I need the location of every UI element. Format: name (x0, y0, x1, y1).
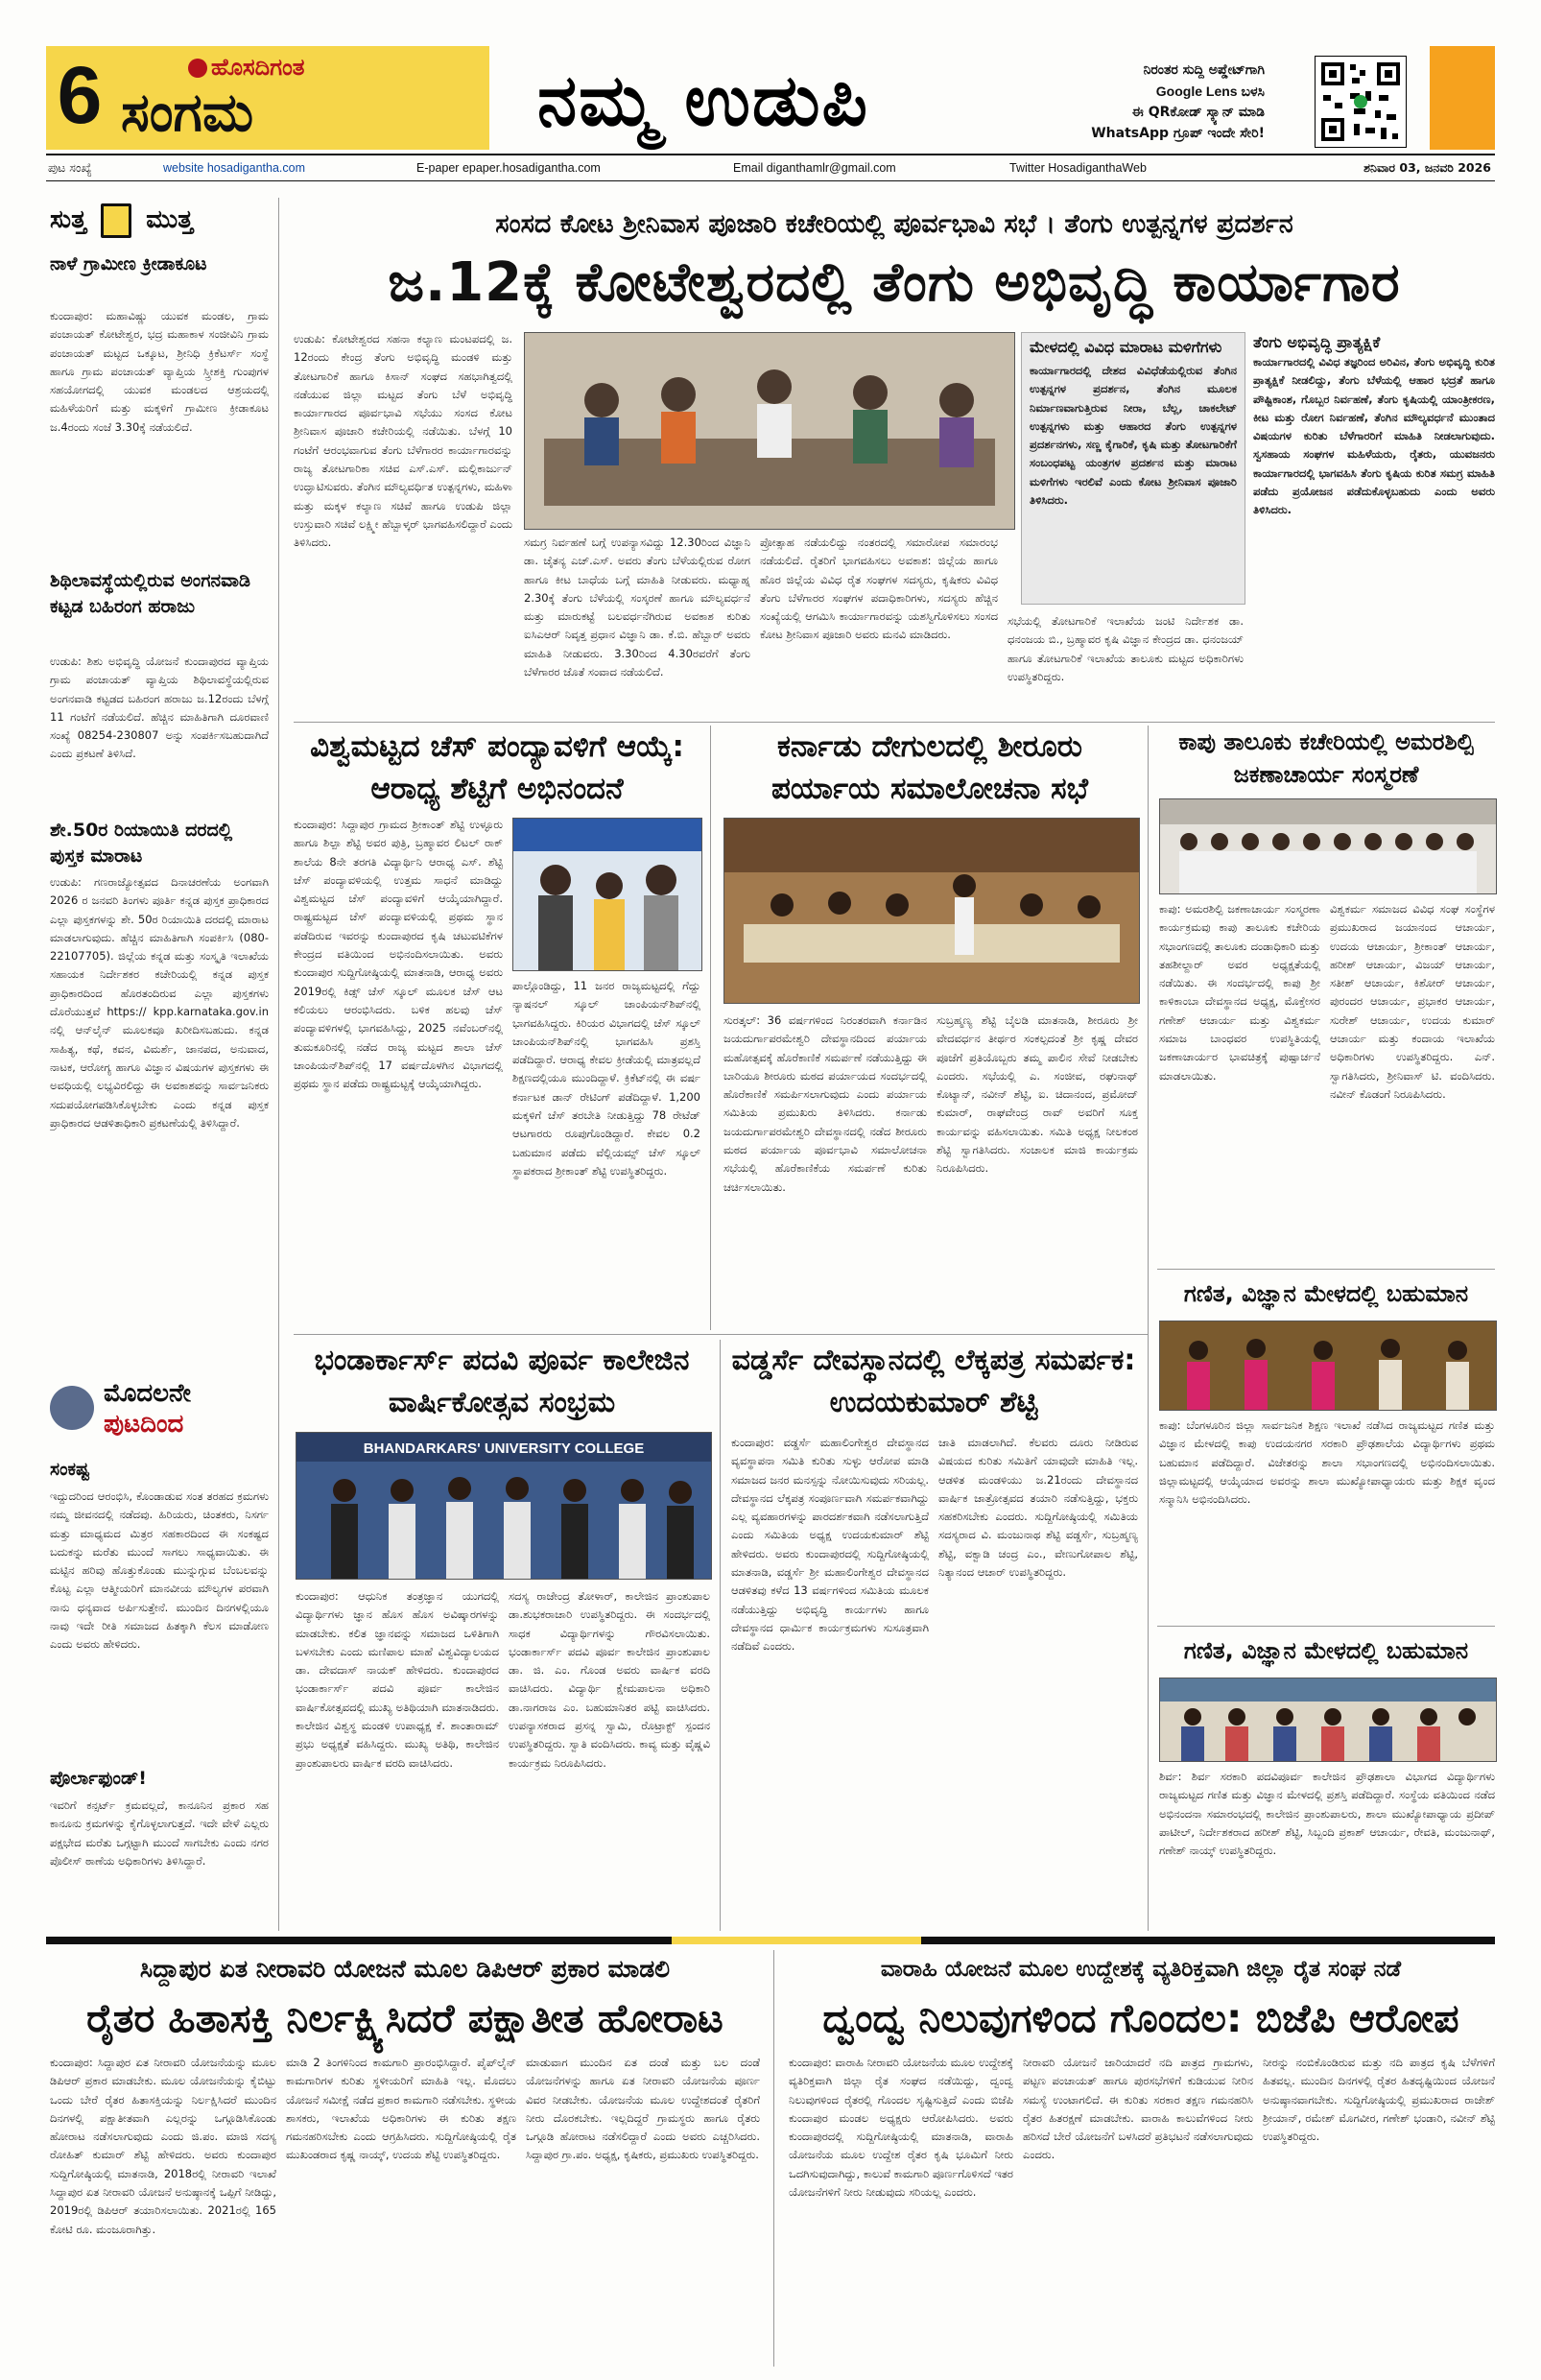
left-column-rule (278, 198, 279, 1931)
left-news-2-title: ಶಿಥಿಲಾವಸ್ಥೆಯಲ್ಲಿರುವ ಅಂಗನವಾಡಿ ಕಟ್ಟಡ ಬಹಿರಂಗ ಹರಾಜು (50, 570, 250, 617)
siddapura-body-col-3: ಮಾಡುವಾಗ ಮುಂದಿನ ಏತ ದಂಡೆ ಮತ್ತು ಬಲ ದಂಡೆ ಯೋಜನೆಗಳನ್ನು ಹಾಗೂ ಏತ ನೀರಾವರಿ ಯೋಜನೆಯ ಪೂರ್ಣ ವಿವರ ನೀಡಬೇಕು. ಯೋಜನೆಯ ಮೂಲ ಉದ್ದೇಶದಂತೆ ರೈತರಿಗೆ ನೀರು ದೊರಕಬೇಕು. ಇಲ್ಲದಿದ್ದರೆ ಗ್ರಾಮಸ್ಥರು ಹಾಗೂ ರೈತರು ಒಗ್ಗೂಡಿ ಹೋರಾಟ ನಡೆಸಲಿದ್ದಾರೆ ಎಂದು ಅವರು ಎಚ್ಚರಿಸಿದರು. ಸಿದ್ದಾಪುರ ಗ್ರಾ.ಪಂ. ಅಧ್ಯಕ್ಷ, ಕೃಷಿಕರು, ಪ್ರಮುಖರು ಉಪಸ್ಥಿತರಿದ್ದರು. (526, 2056, 760, 2162)
kapu-body-col-2: ವಿಶ್ವಕರ್ಮ ಸಮಾಜದ ವಿವಿಧ ಸಂಘ ಸಂಸ್ಥೆಗಳ ಪ್ರಮುಖರಾದ ಜಯಾನಂದ ಆಚಾರ್ಯ, ಉದಯ ಆಚಾರ್ಯ, ಶ್ರೀಕಾಂತ್ ಆಚಾರ್ಯ, ಹರೀಶ್ ಆಚಾರ್ಯ, ವಿಜಯ್ ಆಚಾರ್ಯ, ಸತೀಶ್ ಆಚಾರ್ಯ, ಕಿಶೋರ್ ಆಚಾರ್ಯ, ಪುರಂದರ ಆಚಾರ್ಯ, ಪ್ರಭಾಕರ ಆಚಾರ್ಯ, ಸುರೇಶ್ ಆಚಾರ್ಯ, ಉದಯ ಕುಮಾರ್ ಆಚಾರ್ಯ ಮತ್ತು ಕಂದಾಯ ಇಲಾಖೆಯ ಅಧಿಕಾರಿಗಳು ಉಪಸ್ಥಿತರಿದ್ದರು. ಎನ್. ಸ್ವಾಗತಿಸಿದರು, ಶ್ರೀನಿವಾಸ್ ಟಿ. ವಂದಿಸಿದರು. ನವೀನ್ ಕೊಡಂಗೆ ನಿರೂಪಿಸಿದರು. (1330, 902, 1495, 1101)
ganita2-body: ಶಿರ್ವ: ಶಿರ್ವ ಸರಕಾರಿ ಪದವಿಪೂರ್ವ ಕಾಲೇಜಿನ ಪ್ರೌಢಶಾಲಾ ವಿಭಾಗದ ವಿದ್ಯಾರ್ಥಿಗಳು ರಾಜ್ಯಮಟ್ಟದ ಗಣಿತ ಮತ್ತು ವಿಜ್ಞಾನ ಮೇಳದಲ್ಲಿ ಪ್ರಶಸ್ತಿ ಪಡೆದಿದ್ದಾರೆ. ಸಂಸ್ಥೆಯ ವತಿಯಿಂದ ನಡೆದ ಅಭಿನಂದನಾ ಸಮಾರಂಭದಲ್ಲಿ ಕಾಲೇಜಿನ ಪ್ರಾಂಶುಪಾಲರು, ಶಾಲಾ ಮುಖ್ಯೋಪಾಧ್ಯಾಯ ಪ್ರದೀಪ್ ಪಾಟೀಲ್, ನಿರ್ದೇಶಕರಾದ ಹರೀಶ್ ಶೆಟ್ಟಿ, ಸಿಬ್ಬಂದಿ ಪ್ರಕಾಶ್ ಆಚಾರ್ಯ, ರೇವತಿ, ಮಂಜುನಾಥ್, ಗಣೇಶ್ ನಾಯ್ಕ್ ಉಪಸ್ಥಿತರಿದ್ದರು. (1159, 1770, 1495, 1858)
lead-sidebox-stalls (1021, 332, 1245, 605)
masthead-accent (1430, 46, 1495, 150)
demo-box-title: ತೆಂಗು ಅಭಿವೃದ್ಧಿ ಪ್ರಾತ್ಯಕ್ಷಿಕೆ (1253, 333, 1381, 351)
bhandarkar-photo (296, 1432, 712, 1580)
bhandarkar-body-col-1: ಕುಂದಾಪುರ: ಆಧುನಿಕ ತಂತ್ರಜ್ಞಾನ ಯುಗದಲ್ಲಿ ವಿದ್ಯಾರ್ಥಿಗಳು ಜ್ಞಾನ ಹೊಸ ಹೊಸ ಅವಿಷ್ಕಾರಗಳನ್ನು ಮಾಡಬೇಕು. ಕಲಿತ ಜ್ಞಾನವನ್ನು ಸಮಾಜದ ಒಳಿತಿಗಾಗಿ ಬಳಸಬೇಕು ಎಂದು ಮಣಿಪಾಲ ಮಾಹೆ ವಿಶ್ವವಿದ್ಯಾಲಯದ ಡಾ. ದೇವದಾಸ್ ನಾಯಕ್ ಹೇಳಿದರು. ಕುಂದಾಪುರದ ಭಂಡಾರ್ಕಾರ್ಸ್ ಪದವಿ ಪೂರ್ವ ಕಾಲೇಜಿನ ವಾರ್ಷಿಕೋತ್ಸವದಲ್ಲಿ ಮುಖ್ಯ ಅತಿಥಿಯಾಗಿ ಮಾತನಾಡಿದರು. ಕಾಲೇಜಿನ ವಿಶ್ವಸ್ಥ ಮಂಡಳಿ ಉಪಾಧ್ಯಕ್ಷ ಕೆ. ಶಾಂತಾರಾಮ್ ಪ್ರಭು ಅಧ್ಯಕ್ಷತೆ ವಹಿಸಿದ್ದರು. ಮುಖ್ಯ ಅತಿಥಿ, ಕಾಲೇಜಿನ ಪ್ರಾಂಶುಪಾಲರು ವಾರ್ಷಿಕ ವರದಿ ವಾಚಿಸಿದರು. (296, 1589, 499, 1770)
lead-bottom-rule (294, 722, 1495, 723)
left-news-4-body: ಇದ್ದುದರಿಂದ ಆರಂಭಿಸಿ, ಕೊಂಡಾಡುವ ಸಂತ ತರಹದ ಕ್ರಮಗಳು ನಮ್ಮ ಜೀವನದಲ್ಲಿ ನಡೆದವು. ಹಿರಿಯರು, ಚಿಂತಕರು, ನಿಸರ್ಗ ಮತ್ತು ಮಾಧ್ಯಮದ ಮಿತ್ರರ ಸಹಕಾರದಿಂದ ಈ ಸಂಕಷ್ಟದ ಬದುಕನ್ನು ಮರೆತು ಮುಂದೆ ಸಾಗಲು ಸಾಧ್ಯವಾಯಿತು. ಈ ಮಟ್ಟಿನ ಹರಿವು ಹೊತ್ತುಕೊಂಡು ಮುನ್ನುಗ್ಗುವ ಬೆಂಬಲವನ್ನು ಕೊಟ್ಟ ಎಲ್ಲಾ ಆತ್ಮೀಯರಿಗೆ ಮಾನವೀಯ ಮೌಲ್ಯಗಳ ಪರವಾಗಿ ನಾನು ಧನ್ಯವಾದ ಅರ್ಪಿಸುತ್ತೇನೆ. ಮುಂದಿನ ದಿನಗಳಲ್ಲಿಯೂ ನಾವು ಇದೇ ರೀತಿ ಸಮಾಜದ ಹಿತಕ್ಕಾಗಿ ಕೆಲಸ ಮಾಡೋಣ ಎಂದು ಅವರು ಹೇಳಿದರು. (50, 1489, 269, 1652)
varahi-kicker: ವಾರಾಹಿ ಯೋಜನೆ ಮೂಲ ಉದ್ದೇಶಕ್ಕೆ ವ್ಯತಿರಿಕ್ತವಾಗಿ ಜಿಲ್ಲಾ ರೈತ ಸಂಘ ನಡೆ (880, 1957, 1402, 1982)
sutta-mutta-header (50, 198, 261, 242)
right-column-rule (1148, 1330, 1149, 1931)
siddapura-headline: ರೈತರ ಹಿತಾಸಕ್ತಿ ನಿರ್ಲಕ್ಷ್ಯಿಸಿದರೆ ಪಕ್ಷಾತೀತ ಹೋರಾಟ (86, 1995, 723, 2041)
ganita1-photo (1159, 1321, 1497, 1411)
qr-text-3: ಈ QRಕೋಡ್ ಸ್ಕ್ಯಾನ್ ಮಾಡಿ (1131, 105, 1265, 120)
varahi-headline: ದ್ವಂದ್ವ ನಿಲುವುಗಳಿಂದ ಗೊಂದಲ: ಬಿಜೆಪಿ ಆರೋಪ (822, 1995, 1459, 2041)
left-news-1-title: ನಾಳೆ ಗ್ರಾಮೀಣ ಕ್ರೀಡಾಕೂಟ (50, 253, 207, 274)
epaper-link[interactable]: E-paper epaper.hosadigantha.com (416, 161, 601, 175)
lead-body-col-1: ಉಡುಪಿ: ಕೋಟೇಶ್ವರದ ಸಹನಾ ಕಲ್ಯಾಣ ಮಂಟಪದಲ್ಲಿ ಜ. 12ರಂದು ಕೇಂದ್ರ ತೆಂಗು ಅಭಿವೃದ್ಧಿ ಮಂಡಳಿ ಮತ್ತು ತೋಟಗಾರಿಕೆ ಹಾಗೂ ಕಿಸಾನ್ ಸಂಘದ ಸಹಭಾಗಿತ್ವದಲ್ಲಿ ನಡೆಯುವ ಜಿಲ್ಲಾ ಮಟ್ಟದ ತೆಂಗು ಬೆಳೆ ಅಭಿವೃದ್ಧಿ ಕಾರ್ಯಾಗಾರದ ಪೂರ್ವಭಾವಿ ಸಭೆಯು ಸಂಸದ ಕೋಟ ಶ್ರೀನಿವಾಸ ಪೂಜಾರಿ ಕಚೇರಿಯಲ್ಲಿ ನಡೆಯಿತು. ಬೆಳಗ್ಗೆ 10 ಗಂಟೆಗೆ ಆರಂಭವಾಗುವ ತೆಂಗು ಬೆಳೆಗಾರರ ಕಾರ್ಯಾಗಾರವನ್ನು ರಾಜ್ಯ ತೋಟಗಾರಿಕಾ ಸಚಿವ ಎಸ್.ಎಸ್. ಮಲ್ಲಿಕಾರ್ಜುನ್ ಉದ್ಘಾಟಿಸುವರು. ತೆಂಗಿನ ಮೌಲ್ಯವರ್ಧಿತ ಉತ್ಪನ್ನಗಳು, ಮಹಿಳಾ ಮತ್ತು ಮಕ್ಕಳ ಕಲ್ಯಾಣ ಸಚಿವೆ ಹಾಗೂ ಉಡುಪಿ ಜಿಲ್ಲಾ ಉಸ್ತುವಾರಿ ಸಚಿವೆ ಲಕ್ಷ್ಮೀ ಹೆಬ್ಬಾಳ್ಕರ್ ಭಾಗವಹಿಸಲಿದ್ದಾರೆ ಎಂದು ತಿಳಿಸಿದರು. (294, 332, 512, 550)
karnad-kapu-rule (1148, 726, 1149, 1330)
mutta-label: ಮುತ್ತ (146, 205, 194, 234)
lead-sidebox-demo (1253, 332, 1495, 714)
left-news-4-title: ಸಂಕಷ್ಟ (50, 1459, 90, 1480)
kapu-ganita-rule (1157, 1269, 1495, 1270)
kapu-body-col-1: ಕಾಪು: ಅಮರಶಿಲ್ಪಿ ಜಕಣಾಚಾರ್ಯ ಸಂಸ್ಮರಣಾ ಕಾರ್ಯಕ್ರಮವು ಕಾಪು ತಾಲೂಕು ಕಚೇರಿಯ ಸಭಾಂಗಣದಲ್ಲಿ ತಾಲೂಕು ದಂಡಾಧಿಕಾರಿ ಮತ್ತು ತಹಶೀಲ್ದಾರ್ ಅವರ ಅಧ್ಯಕ್ಷತೆಯಲ್ಲಿ ನಡೆಯಿತು. ಈ ಸಂದರ್ಭದಲ್ಲಿ ಕಾಪು ಶ್ರೀ ಕಾಳಿಕಾಂಬಾ ದೇವಸ್ಥಾನದ ಅಧ್ಯಕ್ಷ, ಮೊಕ್ತೇಸರ ಗಣೇಶ್ ಆಚಾರ್ಯ ಮತ್ತು ವಿಶ್ವಕರ್ಮ ಸಮಾಜ ಬಾಂಧವರ ಉಪಸ್ಥಿತಿಯಲ್ಲಿ ಜಕಣಾಚಾರ್ಯರ ಭಾವಚಿತ್ರಕ್ಕೆ ಪುಷ್ಪಾರ್ಚನೆ ಮಾಡಲಾಯಿತು. (1159, 902, 1320, 1083)
left-news-5-body: ಇವರಿಗೆ ಕನ್ಸರ್ಟ್ ಕ್ರಮವಲ್ಲದೆ, ಕಾನೂನಿನ ಪ್ರಕಾರ ಸಹ ಕಾನೂನು ಕ್ರಮಗಳನ್ನು ಕೈಗೊಳ್ಳಲಾಗುತ್ತದೆ. ಇದೇ ವೇಳೆ ಎಲ್ಲರು ಪಕ್ಷಭೇದ ಮರೆತು ಒಗ್ಗಟ್ಟಾಗಿ ಮುಂದೆ ಸಾಗಬೇಕು ಎಂದು ನಗರ ಪೊಲೀಸ್ ಠಾಣೆಯ ಅಧಿಕಾರಿಗಳು ತಿಳಿಸಿದ್ದಾರೆ. (50, 1798, 269, 1868)
lead-headline: ಜ.12ಕ್ಕೆ ಕೋಟೇಶ್ವರದಲ್ಲಿ ತೆಂಗು ಅಭಿವೃದ್ಧಿ ಕಾರ್ಯಾಗಾರ (388, 251, 1401, 314)
row2-bottom-rule (294, 1334, 1148, 1335)
vaddarse-body-col-2: ಜಾತಿ ಮಾಡಲಾಗಿದೆ. ಕೆಲವರು ದೂರು ನೀಡಿರುವ ವಿಷಯದ ಕುರಿತು ಸಮಿತಿಗೆ ಯಾವುದೇ ಮಾಹಿತಿ ಇಲ್ಲ. ಆಡಳಿತ ಮಂಡಳಿಯು ಜ.21ರಂದು ದೇವಸ್ಥಾನದ ವಾರ್ಷಿಕ ಜಾತ್ರೋತ್ಸವದ ತಯಾರಿ ನಡೆಸುತ್ತಿದ್ದು, ಭಕ್ತರು ಸಹಕರಿಸಬೇಕು ಎಂದರು. ಸುದ್ದಿಗೋಷ್ಠಿಯಲ್ಲಿ ಸಮಿತಿಯ ಸದಸ್ಯರಾದ ವಿ. ಮಂಜುನಾಥ ಶೆಟ್ಟಿ ವಡ್ಡರ್ಸೆ, ಸುಬ್ರಹ್ಮಣ್ಯ ಶೆಟ್ಟಿ, ವಕ್ವಾಡಿ ಚಂದ್ರ ಎಂ., ವೇಣುಗೋಪಾಲ ಶೆಟ್ಟಿ, ನಿತ್ಯಾನಂದ ಆಚಾರ್ ಉಪಸ್ಥಿತರಿದ್ದರು. (938, 1436, 1138, 1580)
lead-photo (524, 332, 1015, 530)
left-news-1-body: ಕುಂದಾಪುರ: ಮಹಾವಿಷ್ಣು ಯುವಕ ಮಂಡಲ, ಗ್ರಾಮ ಪಂಚಾಯತ್ ಕೋಟೇಶ್ವರ, ಭದ್ರ ಮಹಾಕಾಳ ಸಂಜೀವಿನಿ ಗ್ರಾಮ ಪಂಚಾಯತ್ ಮಟ್ಟದ ಒಕ್ಕೂಟ, ಶ್ರೀನಿಧಿ ಕ್ರಿಕೆಟರ್ಸ್ ಸಂಸ್ಥೆ ಹಾಗೂ ಗ್ರಾಮ ಪಂಚಾಯತ್ ವ್ಯಾಪ್ತಿಯ ಸ್ತ್ರೀಶಕ್ತಿ ಗುಂಪುಗಳ ಸಹಯೋಗದಲ್ಲಿ ಯುವಕ ಮಂಡಲದ ಆಶ್ರಯದಲ್ಲಿ ಮಹಿಳೆಯರಿಗೆ ಮತ್ತು ಮಕ್ಕಳಿಗೆ ಗ್ರಾಮೀಣ ಕ್ರೀಡಾಕೂಟ ಜ.4ರಂದು ಸಂಜೆ 3.30ಕ್ಕೆ ನಡೆಯಲಿದೆ. (50, 309, 269, 434)
qr-text-4: WhatsApp ಗ್ರೂಪ್ ಇಂದೇ ಸೇರಿ! (1091, 126, 1265, 141)
siddapura-kicker: ಸಿದ್ದಾಪುರ ಏತ ನೀರಾವರಿ ಯೋಜನೆ ಮೂಲ ಡಿಪಿಆರ್ ಪ್ರಕಾರ ಮಾಡಲಿ (139, 1955, 671, 1983)
ganita-ganita-rule (1157, 1626, 1495, 1627)
karnad-photo (723, 818, 1140, 1004)
bhandarkar-body-col-2: ಸದಸ್ಯ ರಾಜೇಂದ್ರ ತೋಳಾರ್, ಕಾಲೇಜಿನ ಪ್ರಾಂಶುಪಾಲ ಡಾ.ಶುಭಕರಾಚಾರಿ ಉಪಸ್ಥಿತರಿದ್ದರು. ಈ ಸಂದರ್ಭದಲ್ಲಿ ಸಾಧಕ ವಿದ್ಯಾರ್ಥಿಗಳನ್ನು ಗೌರವಿಸಲಾಯಿತು. ಭಂಡಾರ್ಕಾರ್ಸ್ ಪದವಿ ಪೂರ್ವ ಕಾಲೇಜಿನ ಪ್ರಾಂಶುಪಾಲ ಡಾ. ಜಿ. ಎಂ. ಗೊಂಡ ಅವರು ವಾರ್ಷಿಕ ವರದಿ ವಾಚಿಸಿದರು. ವಿದ್ಯಾರ್ಥಿ ಕ್ಷೇಮಪಾಲನಾ ಅಧಿಕಾರಿ ಡಾ.ನಾಗರಾಜ ಎಂ. ಬಹುಮಾನಿತರ ಪಟ್ಟಿ ವಾಚಿಸಿದರು. ಉಪನ್ಯಾಸಕರಾದ ಪ್ರಸನ್ನ ಸ್ವಾಮಿ, ರೊಟ್ರಾಕ್ಟ್ ಸ್ಪಂದನ ಉಪಸ್ಥಿತರಿದ್ದರು. ಸ್ವಾತಿ ವಂದಿಸಿದರು. ಕಾವ್ಯ ಮತ್ತು ವೈಷ್ಣವಿ ಕಾರ್ಯಕ್ರಮ ನಿರೂಪಿಸಿದರು. (509, 1589, 710, 1770)
brand-emblem-icon (188, 59, 207, 78)
siddapura-body-col-1: ಕುಂದಾಪುರ: ಸಿದ್ದಾಪುರ ಏತ ನೀರಾವರಿ ಯೋಜನೆಯನ್ನು ಮೂಲ ಡಿಪಿಆರ್ ಪ್ರಕಾರ ಮಾಡಬೇಕು. ಮೂಲ ಯೋಜನೆಯನ್ನು ಕೈಬಿಟ್ಟು ಒಂದು ಬೇರೆ ರೈತರ ಹಿತಾಸಕ್ತಿಯನ್ನು ನಿರ್ಲಕ್ಷಿಸಿದರೆ ಮುಂದಿನ ದಿನಗಳಲ್ಲಿ ಪಕ್ಷಾತೀತವಾಗಿ ಎಲ್ಲರನ್ನು ಒಗ್ಗೂಡಿಸಿಕೊಂಡು ಹೋರಾಟ ನಡೆಸಲಾಗುವುದು ಎಂದು ಜಿ.ಪಂ. ಮಾಜಿ ಸದಸ್ಯ ರೋಹಿತ್ ಕುಮಾರ್ ಶೆಟ್ಟಿ ಹೇಳಿದರು. ಅವರು ಕುಂದಾಪುರ ಸುದ್ದಿಗೋಷ್ಠಿಯಲ್ಲಿ ಮಾತನಾಡಿ, 2018ರಲ್ಲಿ ನೀರಾವರಿ ಇಲಾಖೆ ಸಿದ್ದಾಪುರ ಏತ ನೀರಾವರಿ ಯೋಜನೆ ಅನುಷ್ಠಾನಕ್ಕೆ ಒಪ್ಪಿಗೆ ನೀಡಿದ್ದು, 2019ರಲ್ಲಿ ಡಿಪಿಆರ್ ತಯಾರಿಸಲಾಯಿತು. 2021ರಲ್ಲಿ 165 ಕೋಟಿ ರೂ. ಮಂಜೂರಾಗಿತ್ತು. (50, 2056, 276, 2236)
lead-body-col-3: ಪ್ರೋತ್ಸಾಹ ನಡೆಯಲಿದ್ದು ನಂತರದಲ್ಲಿ ಸಮಾರೋಪ ಸಮಾರಂಭ ನಡೆಯಲಿದೆ. ರೈತರಿಗೆ ಭಾಗವಹಿಸಲು ಅವಕಾಶ: ಜಿಲ್ಲೆಯ ಹಾಗೂ ಹೊರ ಜಿಲ್ಲೆಯ ವಿವಿಧ ರೈತ ಸಂಘಗಳ ಸದಸ್ಯರು, ಕೃಷಿಕರು ವಿವಿಧ ತೆಂಗು ಬೆಳೆಗಾರರ ಸಂಘಗಳ ಪದಾಧಿಕಾರಿಗಳು, ಸದಸ್ಯರು ಹೆಚ್ಚಿನ ಸಂಖ್ಯೆಯಲ್ಲಿ ಆಗಮಿಸಿ ಕಾರ್ಯಾಗಾರವನ್ನು ಯಶಸ್ವಿಗೊಳಿಸಲು ಸಂಸದ ಕೋಟ ಶ್ರೀನಿವಾಸ ಪೂಜಾರಿ ಅವರು ಮನವಿ ಮಾಡಿದರು. (760, 536, 998, 642)
stalls-box-title: ಮೇಳದಲ್ಲಿ ವಿವಿಧ ಮಾರಾಟ ಮಳಿಗೆಗಳು (1030, 338, 1222, 356)
bhandarkar-vaddarse-rule (720, 1340, 721, 1931)
twitter-link[interactable]: Twitter HosadiganthaWeb (1009, 161, 1147, 175)
ganita1-headline: ಗಣಿತ, ವಿಜ್ಞಾನ ಮೇಳದಲ್ಲಿ ಬಹುಮಾನ (1183, 1280, 1469, 1307)
chess-headline: ವಿಶ್ವಮಟ್ಟದ ಚೆಸ್ ಪಂದ್ಯಾವಳಿಗೆ ಆಯ್ಕೆ: ಆರಾಧ್ಯ ಶೆಟ್ಟಿಗೆ ಅಭಿನಂದನೆ (310, 729, 684, 806)
brand-name: ಹೊಸದಿಗಂತ (211, 54, 305, 81)
bhandarkar-photo-banner: BHANDARKARS' UNIVERSITY COLLEGE (363, 1440, 645, 1457)
qr-text-1: ನಿರಂತರ ಸುದ್ದಿ ಅಪ್ಡೇಟ್‌ಗಾಗಿ (1143, 62, 1265, 78)
continuation-title-2: ಪುಟದಿಂದ (104, 1410, 184, 1439)
qr-text-2: Google Lens ಬಳಸಿ (1155, 83, 1265, 99)
page-number: 6 (57, 50, 103, 140)
qr-code[interactable] (1315, 56, 1407, 148)
karnad-body-col-1: ಸುರತ್ಕಲ್: 36 ವರ್ಷಗಳಿಂದ ನಿರಂತರವಾಗಿ ಕರ್ನಾಡಿನ ಜಯದುರ್ಗಾಪರಮೇಶ್ವರಿ ದೇವಸ್ಥಾನದಿಂದ ಪರ್ಯಾಯ ಮಹೋತ್ಸವಕ್ಕೆ ಹೊರೆಕಾಣಿಕೆ ಸಮರ್ಪಣೆ ನಡೆಯುತ್ತಿದ್ದು ಈ ಬಾರಿಯೂ ಶೀರೂರು ಮಠದ ಪರ್ಯಾಯದ ಸಂದರ್ಭದಲ್ಲಿ ಹೊರೆಕಾಣಿಕೆ ಸಮರ್ಪಿಸಲಾಗುವುದು ಎಂದು ಪರ್ಯಾಯ ಸಮಿತಿಯ ಪ್ರಮುಖರು ತಿಳಿಸಿದರು. ಕರ್ನಾಡು ಜಯದುರ್ಗಾಪರಮೇಶ್ವರಿ ದೇವಸ್ಥಾನದಲ್ಲಿ ನಡೆದ ಶೀರೂರು ಮಠದ ಪರ್ಯಾಯ ಪೂರ್ವಭಾವಿ ಸಮಾಲೋಚನಾ ಸಭೆಯಲ್ಲಿ ಹೊರೆಕಾಣಿಕೆಯ ಸಮರ್ಪಣೆ ಕುರಿತು ಚರ್ಚಿಸಲಾಯಿತು. (723, 1013, 927, 1194)
info-strip (46, 154, 1495, 181)
vaddarse-body-col-1: ಕುಂದಾಪುರ: ವಡ್ಡರ್ಸೆ ಮಹಾಲಿಂಗೇಶ್ವರ ದೇವಸ್ಥಾನದ ವ್ಯವಸ್ಥಾಪನಾ ಸಮಿತಿ ಕುರಿತು ಸುಳ್ಳು ಆರೋಪ ಮಾಡಿ ಸಮಾಜದ ಜನರ ಮನಸ್ಸನ್ನು ನೋಯಿಸುವುದು ಸರಿಯಲ್ಲ. ದೇವಸ್ಥಾನದ ಲೆಕ್ಕಪತ್ರ ಸಂಪೂರ್ಣವಾಗಿ ಸಮರ್ಪಕವಾಗಿದ್ದು ಎಲ್ಲ ವ್ಯವಹಾರಗಳನ್ನು ಪಾರದರ್ಶಕವಾಗಿ ನಡೆಸಲಾಗುತ್ತಿದೆ ಎಂದು ಸಮಿತಿಯ ಅಧ್ಯಕ್ಷ ಉದಯಕುಮಾರ್ ಶೆಟ್ಟಿ ಹೇಳಿದರು. ಅವರು ಕುಂದಾಪುರದಲ್ಲಿ ಸುದ್ದಿಗೋಷ್ಠಿಯಲ್ಲಿ ಮಾತನಾಡಿ, ವಡ್ಡರ್ಸೆ ಶ್ರೀ ಮಹಾಲಿಂಗೇಶ್ವರ ದೇವಸ್ಥಾನದ ಆಡಳಿತವು ಕಳೆದ 13 ವರ್ಷಗಳಿಂದ ಸಮಿತಿಯ ಮೂಲಕ ನಡೆಯುತ್ತಿದ್ದು ಅಭಿವೃದ್ಧಿ ಕಾರ್ಯಗಳು ಹಾಗೂ ದೇವಸ್ಥಾನದ ಧಾರ್ಮಿಕ ಕಾರ್ಯಕ್ರಮಗಳು ಸುಸೂತ್ರವಾಗಿ ನಡೆದಿವೆ ಎಂದರು. (731, 1436, 929, 1654)
page-label: ಪುಟ ಸಂಖ್ಯೆ (48, 160, 92, 175)
website-link[interactable]: website hosadigantha.com (163, 161, 306, 175)
ganita2-headline: ಗಣಿತ, ವಿಜ್ಞಾನ ಮೇಳದಲ್ಲಿ ಬಹುಮಾನ (1183, 1637, 1469, 1664)
stalls-box-body: ಕಾರ್ಯಾಗಾರದಲ್ಲಿ ದೇಶದ ವಿವಿಧೆಡೆಯಲ್ಲಿರುವ ತೆಂಗಿನ ಉತ್ಪನ್ನಗಳ ಪ್ರದರ್ಶನ, ತೆಂಗಿನ ಮೂಲಕ ನಿರ್ಮಾಣವಾಗುತ್ತಿರುವ ನೀರಾ, ಬೆಲ್ಲ, ಚಾಕಲೇಟ್ ಉತ್ಪನ್ನಗಳು ಮತ್ತು ಆಹಾರದ ತೆಂಗು ಉತ್ಪನ್ನಗಳ ಪ್ರದರ್ಶನಗಳು, ಸಣ್ಣ ಕೈಗಾರಿಕೆ, ಕೃಷಿ ಮತ್ತು ತೋಟಗಾರಿಕೆಗೆ ಸಂಬಂಧಪಟ್ಟ ಯಂತ್ರಗಳ ಪ್ರದರ್ಶನ ಮತ್ತು ಮಾರಾಟ ಮಳಿಗೆಗಳು ಇರಲಿವೆ ಎಂದು ಕೋಟ ಶ್ರೀನಿವಾಸ ಪೂಜಾರಿ ತಿಳಿಸಿದರು. (1030, 364, 1237, 508)
lead-body-col-2: ಸಮಗ್ರ ನಿರ್ವಹಣೆ ಬಗ್ಗೆ ಉಪನ್ಯಾಸವಿದ್ದು 12.30ರಿಂದ ವಿಜ್ಞಾನಿ ಡಾ. ಚೈತನ್ಯ ಎಚ್.ಎಸ್. ಅವರು ತೆಂಗು ಬೆಳೆಯಲ್ಲಿರುವ ರೋಗ ಹಾಗೂ ಕೀಟ ಬಾಧೆಯ ಬಗ್ಗೆ ಮಾಹಿತಿ ನೀಡುವರು. ಮಧ್ಯಾಹ್ನ 2.30ಕ್ಕೆ ತೆಂಗು ಬೆಳೆಯಲ್ಲಿ ಸಂಸ್ಕರಣೆ ಹಾಗೂ ಮೌಲ್ಯವರ್ಧನೆ ಮತ್ತು ಮಾರುಕಟ್ಟೆ ಬಲವರ್ಧನೆಗಿರುವ ಅವಕಾಶ ಕುರಿತು ಐಸಿಎಆರ್ ನಿವೃತ್ತ ಪ್ರಧಾನ ವಿಜ್ಞಾನಿ ಡಾ. ಕೆ.ಬಿ. ಹೆಬ್ಬಾರ್ ಅವರು ಮಾಹಿತಿ ನೀಡುವರು. 3.30ರಿಂದ 4.30ರವರೆಗೆ ತೆಂಗು ಬೆಳೆಗಾರರ ಜೊತೆ ಸಂವಾದ ನಡೆಯಲಿದೆ. (524, 536, 750, 679)
lead-body-col-4: ಸಭೆಯಲ್ಲಿ ತೋಟಗಾರಿಕೆ ಇಲಾಖೆಯ ಜಂಟಿ ನಿರ್ದೇಶಕ ಡಾ. ಧನಂಜಯ ಬಿ., ಬ್ರಹ್ಮಾವರ ಕೃಷಿ ವಿಜ್ಞಾನ ಕೇಂದ್ರದ ಡಾ. ಧನಂಜಯ್ ಹಾಗೂ ತೋಟಗಾರಿಕೆ ಇಲಾಖೆಯ ತಾಲೂಕು ಮಟ್ಟದ ಅಧಿಕಾರಿಗಳು ಉಪಸ್ಥಿತರಿದ್ದರು. (1008, 614, 1244, 683)
kapu-headline: ಕಾಪು ತಾಲೂಕು ಕಚೇರಿಯಲ್ಲಿ ಅಮರಶಿಲ್ಪಿ ಜಕಣಾಚಾರ್ಯ ಸಂಸ್ಮರಣೆ (1178, 728, 1474, 788)
sutta-label: ಸುತ್ತ (50, 205, 87, 234)
bottom-column-rule (773, 1950, 774, 2367)
pencil-icon (50, 1386, 94, 1430)
ganita2-photo (1159, 1678, 1497, 1762)
left-news-2-body: ಉಡುಪಿ: ಶಿಶು ಅಭಿವೃದ್ಧಿ ಯೋಜನೆ ಕುಂದಾಪುರದ ವ್ಯಾಪ್ತಿಯ ಗ್ರಾಮ ಪಂಚಾಯತ್ ವ್ಯಾಪ್ತಿಯ ಶಿಥಿಲಾವಸ್ಥೆಯಲ್ಲಿರುವ ಅಂಗನವಾಡಿ ಕಟ್ಟಡದ ಬಹಿರಂಗ ಹರಾಜು ಜ.12ರಂದು ಬೆಳಗ್ಗೆ 11 ಗಂಟೆಗೆ ನಡೆಯಲಿದೆ. ಹೆಚ್ಚಿನ ಮಾಹಿತಿಗಾಗಿ ದೂರವಾಣಿ ಸಂಖ್ಯೆ 08254-230807 ಅನ್ನು ಸಂಪರ್ಕಿಸಬಹುದಾಗಿದೆ ಎಂದು ಪ್ರಕಟಣೆ ತಿಳಿಸಿದೆ. (50, 654, 269, 761)
left-news-3-title: ಶೇ.50ರ ರಿಯಾಯಿತಿ ದರದಲ್ಲಿ ಪುಸ್ತಕ ಮಾರಾಟ (50, 820, 233, 867)
varahi-body-col-3: ನೀರನ್ನು ನಂಬಿಕೊಂಡಿರುವ ಮತ್ತು ನದಿ ಪಾತ್ರದ ಕೃಷಿ ಬೆಳೆಗಳಿಗೆ ಹಿತವಲ್ಲ. ಮುಂದಿನ ದಿನಗಳಲ್ಲಿ ರೈತರ ಹಿತದೃಷ್ಟಿಯಿಂದ ಯೋಜನೆ ಅನುಷ್ಠಾನವಾಗಬೇಕು. ಸುದ್ದಿಗೋಷ್ಠಿಯಲ್ಲಿ ಪ್ರಮುಖರಾದ ರಾಜೇಶ್ ಶ್ರೀಯಾನ್, ರಮೇಶ್ ಮೊಗವೀರ, ಗಣೇಶ್ ಭಂಡಾರಿ, ನವೀನ್ ಶೆಟ್ಟಿ ಉಪಸ್ಥಿತರಿದ್ದರು. (1263, 2056, 1495, 2144)
chess-body-col-1: ಕುಂದಾಪುರ: ಸಿದ್ದಾಪುರ ಗ್ರಾಮದ ಶ್ರೀಕಾಂತ್ ಶೆಟ್ಟಿ ಉಳ್ಳೂರು ಹಾಗೂ ಶಿಲ್ಪಾ ಶೆಟ್ಟಿ ಅವರ ಪುತ್ರಿ, ಬ್ರಹ್ಮಾವರ ಲಿಟಲ್ ರಾಕ್ ಶಾಲೆಯ 8ನೇ ತರಗತಿ ವಿದ್ಯಾರ್ಥಿನಿ ಆರಾಧ್ಯ ಎಸ್. ಶೆಟ್ಟಿ ಚೆಸ್ ಪಂದ್ಯಾವಳಿಯಲ್ಲಿ ಉತ್ತಮ ಸಾಧನೆ ಮಾಡಿದ್ದು ವಿಶ್ವಮಟ್ಟದ ಚೆಸ್ ಪಂದ್ಯಾವಳಿಗೆ ಆಯ್ಕೆಯಾಗಿದ್ದಾರೆ. ರಾಷ್ಟ್ರಮಟ್ಟದ ಚೆಸ್ ಪಂದ್ಯಾವಳಿಯಲ್ಲಿ ಪ್ರಥಮ ಸ್ಥಾನ ಪಡೆದಿರುವ ಇವರನ್ನು ಕುಂದಾಪುರದ ಕೃಷಿ ಚಟುವಟಿಕೆಗಳ ಕೇಂದ್ರದ ವತಿಯಿಂದ ಅಭಿನಂದಿಸಲಾಯಿತು. ಅವರು ಕುಂದಾಪುರ ಸುದ್ದಿಗೋಷ್ಠಿಯಲ್ಲಿ ಮಾತನಾಡಿ, ಆರಾಧ್ಯ ಅವರು 2019ರಲ್ಲಿ ಕಿಡ್ಸ್ ಚೆಸ್ ಸ್ಕೂಲ್ ಮೂಲಕ ಚೆಸ್ ಆಟ ಕಲಿಯಲು ಆರಂಭಿಸಿದರು. ಬಳಿಕ ಹಲವು ಚೆಸ್ ಪಂದ್ಯಾವಳಿಗಳಲ್ಲಿ ಭಾಗವಹಿಸಿದ್ದು, 2025 ನವೆಂಬರ್‌ನಲ್ಲಿ ತುಮಕೂರಿನಲ್ಲಿ ನಡೆದ ರಾಜ್ಯ ಮಟ್ಟದ ಶಾಲಾ ಚೆಸ್ ಚಾಂಪಿಯನ್‌ಶಿಪ್‌ನಲ್ಲಿ 17 ವರ್ಷದೊಳಗಿನ ವಿಭಾಗದಲ್ಲಿ ಪ್ರಥಮ ಸ್ಥಾನ ಪಡೆದು ರಾಷ್ಟ್ರಮಟ್ಟಕ್ಕೆ ಆಯ್ಕೆಯಾಗಿದ್ದರು. (294, 818, 503, 1091)
chess-photo (512, 818, 702, 971)
front-page-continuation-box (50, 1378, 269, 1445)
section-divider-accent (672, 1937, 921, 1944)
karnad-headline: ಕರ್ನಾಡು ದೇಗುಲದಲ್ಲಿ ಶೀರೂರು ಪರ್ಯಾಯ ಸಮಾಲೋಚನಾ ಸಭೆ (770, 729, 1088, 806)
edition-title: ನಮ್ಮ ಉಡುಪಿ (537, 60, 869, 142)
bhandarkar-headline: ಭಂಡಾರ್ಕಾರ್ಸ್ ಪದವಿ ಪೂರ್ವ ಕಾಲೇಜಿನ ವಾರ್ಷಿಕೋತ್ಸವ ಸಂಭ್ರಮ (314, 1344, 690, 1419)
varahi-body-col-2: ನೀರಾವರಿ ಯೋಜನೆ ಜಾರಿಯಾದರೆ ನದಿ ಪಾತ್ರದ ಗ್ರಾಮಗಳು, ಪಟ್ಟಣ ಪಂಚಾಯತ್ ಹಾಗೂ ಪುರಸಭೆಗಳಿಗೆ ಕುಡಿಯುವ ನೀರಿನ ಸಮಸ್ಯೆ ಉಂಟಾಗಲಿದೆ. ಈ ಕುರಿತು ಸರಕಾರ ತಕ್ಷಣ ಗಮನಹರಿಸಿ ರೈತರ ಹಿತರಕ್ಷಣೆ ಮಾಡಬೇಕು. ವಾರಾಹಿ ಕಾಲುವೆಗಳಿಂದ ನೀರು ಹರಿಸದೆ ಬೇರೆ ಯೋಜನೆಗೆ ಬಳಸಿದರೆ ಪ್ರತಿಭಟನೆ ನಡೆಸಲಾಗುವುದು ಎಂದರು. (1023, 2056, 1253, 2162)
ganita1-body: ಕಾಪು: ಬೆಂಗಳೂರಿನ ಜಿಲ್ಲಾ ಸಾರ್ವಜನಿಕ ಶಿಕ್ಷಣ ಇಲಾಖೆ ನಡೆಸಿದ ರಾಜ್ಯಮಟ್ಟದ ಗಣಿತ ಮತ್ತು ವಿಜ್ಞಾನ ಮೇಳದಲ್ಲಿ ಕಾಪು ಉದಯನಗರ ಸರಕಾರಿ ಪ್ರೌಢಶಾಲೆಯ ವಿದ್ಯಾರ್ಥಿಗಳು ಪ್ರಥಮ ಬಹುಮಾನ ಪಡೆದಿದ್ದಾರೆ. ವಿಜೇತರನ್ನು ಶಾಲಾ ಸಭಾಂಗಣದಲ್ಲಿ ಅಭಿನಂದಿಸಲಾಯಿತು. ಜಿಲ್ಲಾಮಟ್ಟದಲ್ಲಿ ಆಯ್ಕೆಯಾದ ಅವರನ್ನು ಶಾಲಾ ಮುಖ್ಯೋಪಾಧ್ಯಾಯರು ಮತ್ತು ಶಿಕ್ಷಕ ವೃಂದ ಸನ್ಮಾನಿಸಿ ಅಭಿನಂದಿಸಿದರು. (1159, 1418, 1495, 1507)
left-news-3-body: ಉಡುಪಿ: ಗಣರಾಜ್ಯೋತ್ಸವದ ದಿನಾಚರಣೆಯ ಅಂಗವಾಗಿ 2026 ರ ಜನವರಿ ತಿಂಗಳು ಪೂರ್ತಿ ಕನ್ನಡ ಪುಸ್ತಕ ಪ್ರಾಧಿಕಾರದ ಎಲ್ಲಾ ಪುಸ್ತಕಗಳನ್ನು ಶೇ. 50ರ ರಿಯಾಯಿತಿ ದರದಲ್ಲಿ ಮಾರಾಟ ಮಾಡಲಾಗುವುದು. ಹೆಚ್ಚಿನ ಮಾಹಿತಿಗಾಗಿ ಸಂಪರ್ಕಿಸಿ (080-22107705). ಜಿಲ್ಲೆಯ ಕನ್ನಡ ಮತ್ತು ಸಂಸ್ಕೃತಿ ಇಲಾಖೆಯ ಸಹಾಯಕ ನಿರ್ದೇಶಕರ ಕಚೇರಿಯಲ್ಲಿ ಕನ್ನಡ ಪುಸ್ತಕ ಪ್ರಾಧಿಕಾರದಿಂದ ಹೊರತಂದಿರುವ ಎಲ್ಲಾ ಪುಸ್ತಕಗಳು ದೊರೆಯುತ್ತವೆ https:// kpp.karnataka.gov.in ನಲ್ಲಿ ಆನ್‌ಲೈನ್ ಮೂಲಕವೂ ಖರೀದಿಸಬಹುದು. ಕನ್ನಡ ಸಾಹಿತ್ಯ, ಕಥೆ, ಕವನ, ವಿಮರ್ಶೆ, ಜಾನಪದ, ಅನುವಾದ, ನಾಟಕ, ಆರೋಗ್ಯ ಹಾಗೂ ವಿಜ್ಞಾನ ವಿಷಯಗಳ ಪುಸ್ತಕಗಳು ಈ ಅವಧಿಯಲ್ಲಿ ಲಭ್ಯವಿರಲಿದ್ದು ಈ ಅವಕಾಶವನ್ನು ಸಾರ್ವಜನಿಕರು ಸದುಪಯೋಗಪಡಿಸಿಕೊಳ್ಳಬೇಕು ಎಂದು ಕನ್ನಡ ಪುಸ್ತಕ ಪ್ರಾಧಿಕಾರದ ಆಡಳಿತಾಧಿಕಾರಿ ಪ್ರಕಟಣೆಯಲ್ಲಿ ತಿಳಿಸಿದ್ದಾರೆ. (50, 875, 269, 1130)
siddapura-body-col-2: ಮಾಡಿ 2 ತಿಂಗಳಿನಿಂದ ಕಾಮಗಾರಿ ಪ್ರಾರಂಭಿಸಿದ್ದಾರೆ. ಪೈಪ್‌ಲೈನ್ ಕಾಮಗಾರಿಗಳ ಕುರಿತು ಸ್ಥಳೀಯರಿಗೆ ಮಾಹಿತಿ ಇಲ್ಲ. ಮೊದಲು ಯೋಜನೆ ಸಮೀಕ್ಷೆ ನಡೆದ ಪ್ರಕಾರ ಕಾಮಗಾರಿ ನಡೆಸಬೇಕು. ಸ್ಥಳೀಯ ಶಾಸಕರು, ಇಲಾಖೆಯ ಅಧಿಕಾರಿಗಳು ಈ ಕುರಿತು ತಕ್ಷಣ ಗಮನಹರಿಸಬೇಕು ಎಂದು ಆಗ್ರಹಿಸಿದರು. ಸುದ್ದಿಗೋಷ್ಠಿಯಲ್ಲಿ ರೈತ ಮುಖಂಡರಾದ ಕೃಷ್ಣ ನಾಯ್ಕ್, ಉದಯ ಶೆಟ್ಟಿ ಉಪಸ್ಥಿತರಿದ್ದರು. (286, 2056, 516, 2162)
brand-logo (188, 54, 305, 81)
section-title: ಸಂಗಮ (121, 82, 254, 144)
demo-box-body: ಕಾರ್ಯಾಗಾರದಲ್ಲಿ ವಿವಿಧ ತಜ್ಞರಿಂದ ಅರಿವಿನ, ತೆಂಗು ಅಭಿವೃದ್ಧಿ ಕುರಿತ ಪ್ರಾತ್ಯಕ್ಷಿಕೆ ನೀಡಲಿದ್ದು, ತೆಂಗು ಬೆಳೆಯಲ್ಲಿ ಆಹಾರ ಭದ್ರತೆ ಹಾಗೂ ಪೌಷ್ಟಿಕಾಂಶ, ಗೊಬ್ಬರ ನಿರ್ವಹಣೆ, ತೆಂಗು ಕೃಷಿಯಲ್ಲಿ ಯಾಂತ್ರೀಕರಣ, ಕೀಟ ಮತ್ತು ರೋಗ ನಿರ್ವಹಣೆ, ತೆಂಗಿನ ಮೌಲ್ಯವರ್ಧನೆ ಮುಂತಾದ ವಿಷಯಗಳ ಕುರಿತು ಬೆಳೆಗಾರರಿಗೆ ಮಾಹಿತಿ ನೀಡಲಾಗುವುದು. ಸ್ವಸಹಾಯ ಸಂಘಗಳ ಮಹಿಳೆಯರು, ರೈತರು, ಯುವಜನರು ಕಾರ್ಯಾಗಾರದಲ್ಲಿ ಭಾಗವಹಿಸಿ ತೆಂಗು ಕೃಷಿಯ ಕುರಿತ ಸಮಗ್ರ ಮಾಹಿತಿ ಪಡೆದು ಪ್ರಯೋಜನ ಪಡೆದುಕೊಳ್ಳಬಹುದು ಎಂದು ಅವರು ತಿಳಿಸಿದರು. (1253, 355, 1495, 517)
vaddarse-headline: ವಡ್ಡರ್ಸೆ ದೇವಸ್ಥಾನದಲ್ಲಿ ಲೆಕ್ಕಪತ್ರ ಸಮರ್ಪಕ: ಉದಯಕುಮಾರ್ ಶೆಟ್ಟಿ (731, 1344, 1136, 1419)
email-link[interactable]: Email diganthamlr@gmail.com (733, 161, 896, 175)
varahi-body-col-1: ಕುಂದಾಪುರ: ವಾರಾಹಿ ನೀರಾವರಿ ಯೋಜನೆಯ ಮೂಲ ಉದ್ದೇಶಕ್ಕೆ ವ್ಯತಿರಿಕ್ತವಾಗಿ ಜಿಲ್ಲಾ ರೈತ ಸಂಘದ ನಡೆಯಿದ್ದು, ದ್ವಂದ್ವ ನಿಲುವುಗಳಿಂದ ರೈತರಲ್ಲಿ ಗೊಂದಲ ಸೃಷ್ಟಿಸುತ್ತಿದೆ ಎಂದು ಬಿಜೆಪಿ ಕುಂದಾಪುರ ಮಂಡಲ ಅಧ್ಯಕ್ಷರು ಆರೋಪಿಸಿದರು. ಅವರು ಕುಂದಾಪುರದಲ್ಲಿ ಸುದ್ದಿಗೋಷ್ಠಿಯಲ್ಲಿ ಮಾತನಾಡಿ, ವಾರಾಹಿ ಯೋಜನೆಯ ಮೂಲ ಉದ್ದೇಶ ರೈತರ ಕೃಷಿ ಭೂಮಿಗೆ ನೀರು ಒದಗಿಸುವುದಾಗಿದ್ದು, ಕಾಲುವೆ ಕಾಮಗಾರಿ ಪೂರ್ಣಗೊಳಿಸದೆ ಇತರ ಯೋಜನೆಗಳಿಗೆ ನೀರು ನೀಡುವುದು ಸರಿಯಲ್ಲ ಎಂದರು. (789, 2056, 1013, 2200)
left-news-5-title: ಪೊರ್ಲಾಫುಂಡ್! (50, 1768, 147, 1789)
issue-date: ಶನಿವಾರ 03, ಜನವರಿ 2026 (1363, 160, 1491, 175)
chess-karnad-rule (710, 726, 711, 1330)
lead-kicker: ಸಂಸದ ಕೋಟ ಶ್ರೀನಿವಾಸ ಪೂಜಾರಿ ಕಚೇರಿಯಲ್ಲಿ ಪೂರ್ವಭಾವಿ ಸಭೆ । ತೆಂಗು ಉತ್ಪನ್ನಗಳ ಪ್ರದರ್ಶನ (495, 209, 1293, 239)
kapu-photo (1159, 798, 1497, 894)
karnad-body-col-2: ಸುಬ್ರಹ್ಮಣ್ಯ ಶೆಟ್ಟಿ ಬೈಲಡಿ ಮಾತನಾಡಿ, ಶೀರೂರು ಶ್ರೀ ವೇದವರ್ಧನ ತೀರ್ಥರ ಸಂಕಲ್ಪದಂತೆ ಶ್ರೀ ಕೃಷ್ಣ ದೇವರ ಪೂಜೆಗೆ ಪ್ರತಿಯೊಬ್ಬರು ತಮ್ಮ ಪಾಲಿನ ಸೇವೆ ನೀಡಬೇಕು ಎಂದರು. ಸಭೆಯಲ್ಲಿ ಎ. ಸಂಜೀವ, ರಘುನಾಥ್ ಕೊಟ್ಯಾನ್, ನವೀನ್ ಶೆಟ್ಟಿ, ಐ. ಚಿದಾನಂದ, ಪ್ರಮೋದ್ ಕುಮಾರ್, ರಾಘವೇಂದ್ರ ರಾವ್ ಅವರಿಗೆ ಸೂಕ್ತ ಕಾರ್ಯವನ್ನು ವಹಿಸಲಾಯಿತು. ಸಮಿತಿ ಅಧ್ಯಕ್ಷ ನೀಲಕಂಠ ಶೆಟ್ಟಿ ಸ್ವಾಗತಿಸಿದರು. ಸಂಚಾಲಕ ಮಾಜಿ ಕಾರ್ಯಕ್ರಮ ನಿರೂಪಿಸಿದರು. (936, 1013, 1138, 1176)
continuation-title-1: ಮೊದಲನೇ (104, 1379, 191, 1408)
book-icon (101, 203, 131, 238)
chess-body-col-2: ಪಾಲ್ಗೊಂಡಿದ್ದು, 11 ಜನರ ರಾಜ್ಯಮಟ್ಟದಲ್ಲಿ ಗೆದ್ದು ನ್ಯಾಷನಲ್ ಸ್ಕೂಲ್ ಚಾಂಪಿಯನ್‌ಶಿಪ್‌ನಲ್ಲಿ ಭಾಗವಹಿಸಿದ್ದರು. ಕಿರಿಯರ ವಿಭಾಗದಲ್ಲಿ ಚೆಸ್ ಸ್ಕೂಲ್ ಚಾಂಪಿಯನ್‌ಶಿಪ್‌ನಲ್ಲಿ ಭಾಗವಹಿಸಿ ಪ್ರಶಸ್ತಿ ಪಡೆದಿದ್ದಾರೆ. ಆರಾಧ್ಯ ಕೇವಲ ಕ್ರೀಡೆಯಲ್ಲಿ ಮಾತ್ರವಲ್ಲದೆ ಶಿಕ್ಷಣದಲ್ಲಿಯೂ ಮುಂದಿದ್ದಾಳೆ. ಕ್ರಿಕೆಟ್‌ನಲ್ಲಿ ಈ ವರ್ಷ ಕರ್ನಾಟಕ ಡಾನ್ ರೇಟಿಂಗ್ ಪಡೆದಿದ್ದಾಳೆ. 1,200 ಮಕ್ಕಳಿಗೆ ಚೆಸ್ ತರಬೇತಿ ನೀಡುತ್ತಿದ್ದು 78 ರೇಟೆಡ್ ಆಟಗಾರರು ರೂಪುಗೊಂಡಿದ್ದಾರೆ. ಕೇವಲ 0.2 ಬಹುಮಾನ ಪಡೆದು ವೆಲ್ಲಿಯಮ್ಸ್ ಚೆಸ್ ಸ್ಕೂಲ್ ಸ್ಥಾಪಕರಾದ ಶ್ರೀಕಾಂತ್ ಶೆಟ್ಟಿ ಉಪಸ್ಥಿತರಿದ್ದರು. (512, 979, 700, 1178)
qr-promo (1054, 60, 1265, 144)
